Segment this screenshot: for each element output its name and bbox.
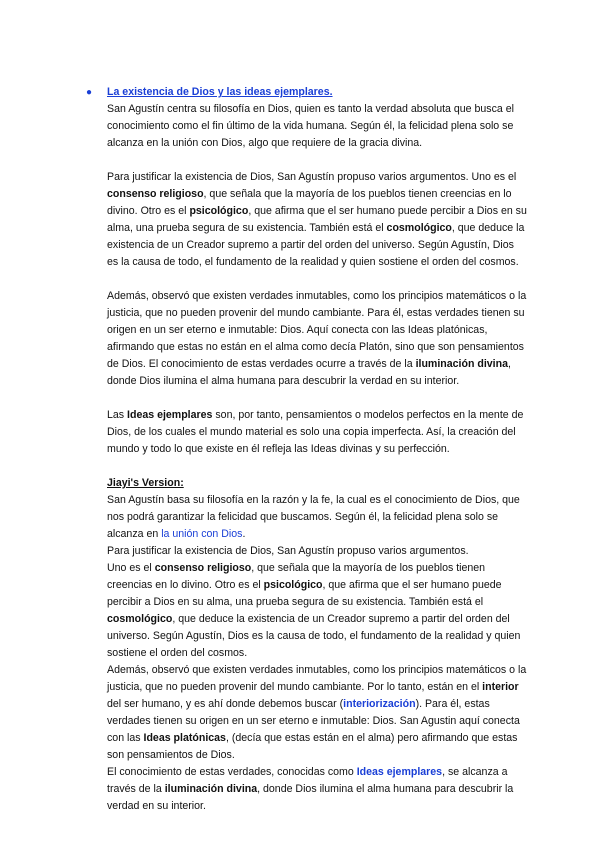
term-ideas-ejemplares: Ideas ejemplares [127,409,213,421]
term-consenso-religioso: consenso religioso [154,562,252,574]
term-psicologico: psicológico [189,205,249,217]
term-interior: interior [482,681,519,693]
jiayi-paragraph-intro: San Agustín basa su filosofía en la razón y la fe, la cual es el conocimiento de Dios, que nos podrá garantizar la felicidad que buscamos. Según él, la felicidad plena solo se alcanza en la unión con Dios. [107,494,520,540]
term-interiorizacion: interiorización [343,698,416,710]
term-iluminacion-divina: iluminación divina [164,783,258,795]
jiayi-version-heading: Jiayi's Version: [107,477,184,489]
term-ideas-ejemplares: Ideas ejemplares [356,766,443,778]
term-cosmologico: cosmológico [386,222,452,234]
union-con-dios-link[interactable]: la unión con Dios [161,528,243,540]
term-consenso-religioso: consenso religioso [107,188,204,200]
term-iluminacion-divina: iluminación divina [415,358,508,370]
section-heading[interactable]: La existencia de Dios y las ideas ejemplares. [107,86,333,98]
document-body [86,84,527,815]
term-psicologico: psicológico [263,579,323,591]
paragraph-ideas-ejemplares: Las Ideas ejemplares son, por tanto, pensamientos o modelos perfectos en la mente de Dios, de los cuales el mundo material es solo una copia imperfecta. Así, la creación del mundo y todo lo que existe en él refleja las Ideas divinas y su perfección. [107,409,524,455]
term-cosmologico: cosmológico [107,613,173,625]
jiayi-paragraph-justify: Para justificar la existencia de Dios, San Agustín propuso varios argumentos. [107,545,469,557]
section-heading-row [86,84,527,101]
paragraph-intro: San Agustín centra su filosofía en Dios, quien es tanto la verdad absoluta que busca el conocimiento como el fin último de la vida humana. Según él, la felicidad plena solo se alcanza en la unión con Dios, algo que requiere de la gracia divina. [107,103,514,149]
jiayi-paragraph-arguments: Uno es el consenso religioso, que señala que la mayoría de los pueblos tienen creencias en lo divino. Otro es el psicológico, que afirma que el ser humano puede percibir a Dios en su alma, una prueba segura de su existencia. También está el cosmológico, que deduce la existencia de un Creador supremo a partir del orden del universo. Según Agustín, Dios es la causa de todo, el fundamento de la realidad y quien sostiene el orden del cosmos. [107,562,521,659]
bullet-icon: ● [86,87,93,98]
paragraph-verdades: Además, observó que existen verdades inmutables, como los principios matemáticos o la justicia, que no pueden provenir del mundo cambiante. Para él, estas verdades tienen su origen en un ser eterno e inmutable: Dios. Aquí conecta con las Ideas platónicas, afirmando que estas no están en el alma como decía Platón, sino que son pensamientos de Dios. El conocimiento de estas verdades ocurre a través de la iluminación divina, donde Dios ilumina el alma humana para descubrir la verdad en su interior. [107,290,527,387]
jiayi-paragraph-conocimiento: El conocimiento de estas verdades, conocidas como Ideas ejemplares, se alcanza a través de la iluminación divina, donde Dios ilumina el alma humana para descubrir la verdad en su interior. [107,766,514,812]
paragraph-arguments: Para justificar la existencia de Dios, San Agustín propuso varios argumentos. Uno es el consenso religioso, que señala que la mayoría de los pueblos tienen creencias en lo divino. Otro es el psicológico, que afirma que el ser humano puede percibir a Dios en su alma, una prueba segura de su existencia. También está el cosmológico, que deduce la existencia de un Creador supremo a partir del orden del universo. Según Agustín, Dios es la causa de todo, el fundamento de la realidad y quien sostiene el orden del cosmos. [107,171,527,268]
jiayi-paragraph-verdades: Además, observó que existen verdades inmutables, como los principios matemáticos o la justicia, que no pueden provenir del mundo cambiante. Por lo tanto, están en el interior del ser humano, y es ahí donde debemos buscar (interiorización). Para él, estas verdades tienen su origen en un ser eterno e inmutable: Dios. San Agustin aquí conecta con las Ideas platónicas, (decía que estas están en el alma) pero afirmando que estas son pensamientos de Dios. [107,664,527,761]
term-ideas-platonicas: Ideas platónicas [143,732,226,744]
